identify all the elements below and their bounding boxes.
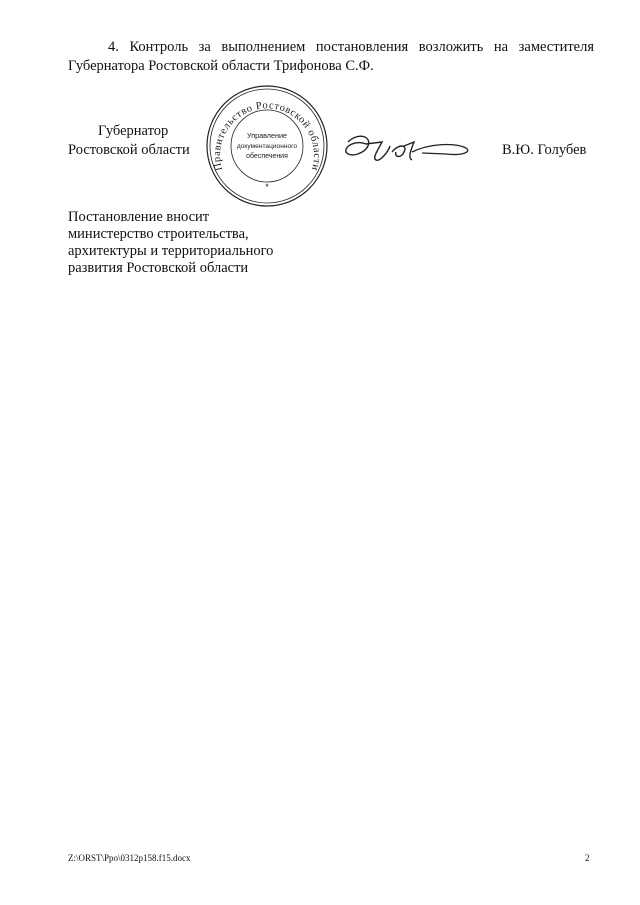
submitted-line1: Постановление вносит <box>68 209 210 225</box>
submitted-by-block <box>68 209 273 277</box>
footer-file-path: Z:\ORST\Ppo\0312p158.f15.docx <box>68 853 191 863</box>
signatory-title <box>68 122 190 160</box>
handwritten-signature <box>342 128 474 168</box>
stamp-center-line2: документационного <box>236 143 298 150</box>
paragraph-text: Контроль за выполнением постановления возложить на заместителя Губернатора Ростовской области Трифонова С.Ф. <box>68 39 595 74</box>
paragraph-4 <box>68 38 594 76</box>
stamp-star: * <box>265 182 269 192</box>
submitted-line3: архитектуры и территориального <box>68 243 274 259</box>
footer-page-number: 2 <box>585 853 590 863</box>
signatory-title-line1: Губернатор <box>98 123 169 139</box>
paragraph-number: 4. <box>108 39 119 55</box>
submitted-line4: развития Ростовской области <box>68 260 249 276</box>
stamp-center-line3: обеспечения <box>246 153 288 160</box>
submitted-line2: министерство строительства, <box>68 226 249 242</box>
official-seal-stamp <box>205 84 329 208</box>
signatory-name: В.Ю. Голубев <box>502 142 587 158</box>
stamp-center-line1: Управление <box>247 131 287 140</box>
stamp-ring-text: Правительство Ростовской области <box>211 100 323 172</box>
signatory-title-line2: Ростовской области <box>68 142 190 158</box>
